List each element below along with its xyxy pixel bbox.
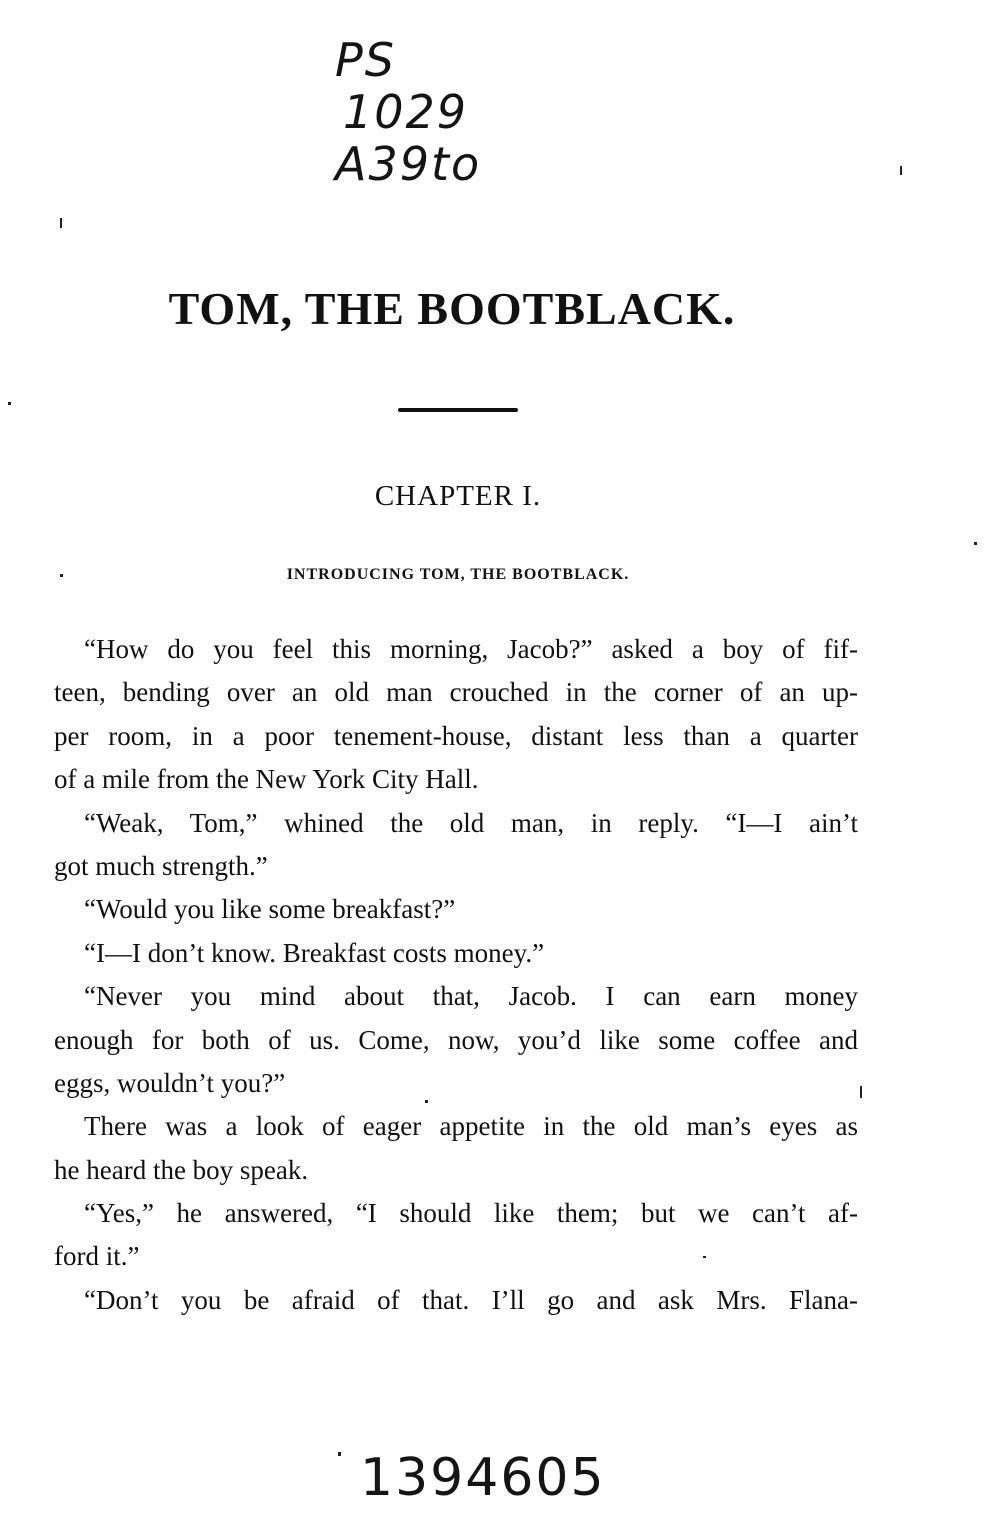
- book-title: TOM, THE BOOTBLACK.: [168, 283, 736, 334]
- text-line: per room, in a poor tenement-house, distant less than a quarter: [54, 720, 858, 751]
- scan-speck: [974, 542, 977, 545]
- text-line: “Don’t you be afraid of that. I’ll go and ask Mrs. Flana-: [84, 1284, 858, 1315]
- text-line: “Never you mind about that, Jacob. I can earn money: [84, 981, 858, 1012]
- call-number-line: PS: [335, 33, 396, 87]
- text-line: enough for both of us. Come, now, you’d like some coffee and: [54, 1024, 858, 1055]
- library-stamp-number: 1394605: [360, 1448, 606, 1508]
- text-line: got much strength.”: [54, 850, 268, 881]
- text-line: of a mile from the New York City Hall.: [54, 764, 479, 795]
- scan-speck: [60, 218, 62, 228]
- text-line: he heard the boy speak.: [54, 1154, 309, 1185]
- text-line: eggs, wouldn’t you?”: [54, 1067, 286, 1098]
- text-line: “Yes,” he answered, “I should like them; but we can’t af-: [84, 1198, 858, 1229]
- chapter-body: [54, 628, 858, 1322]
- scan-speck: [900, 166, 902, 175]
- chapter-heading: CHAPTER I.: [374, 480, 542, 512]
- text-line: There was a look of eager appetite in the old man’s eyes as: [84, 1111, 858, 1142]
- text-line: teen, bending over an old man crouched in the corner of an up-: [54, 677, 858, 708]
- call-number-line: A39to: [335, 137, 482, 191]
- text-line: ford it.”: [54, 1241, 140, 1272]
- scan-speck: [338, 1452, 341, 1456]
- scan-speck: [8, 402, 11, 405]
- text-line: “Weak, Tom,” whined the old man, in reply. “I—I ain’t: [84, 807, 858, 838]
- scan-speck: [860, 1086, 862, 1098]
- title-divider: [398, 408, 518, 412]
- text-line: “I—I don’t know. Breakfast costs money.”: [84, 937, 545, 968]
- chapter-subtitle: INTRODUCING TOM, THE BOOTBLACK.: [286, 566, 630, 583]
- handwritten-call-number: [335, 34, 555, 190]
- text-line: “Would you like some breakfast?”: [84, 894, 456, 925]
- call-number-line: 1029: [343, 85, 469, 139]
- text-line: “How do you feel this morning, Jacob?” asked a boy of fif-: [84, 634, 858, 664]
